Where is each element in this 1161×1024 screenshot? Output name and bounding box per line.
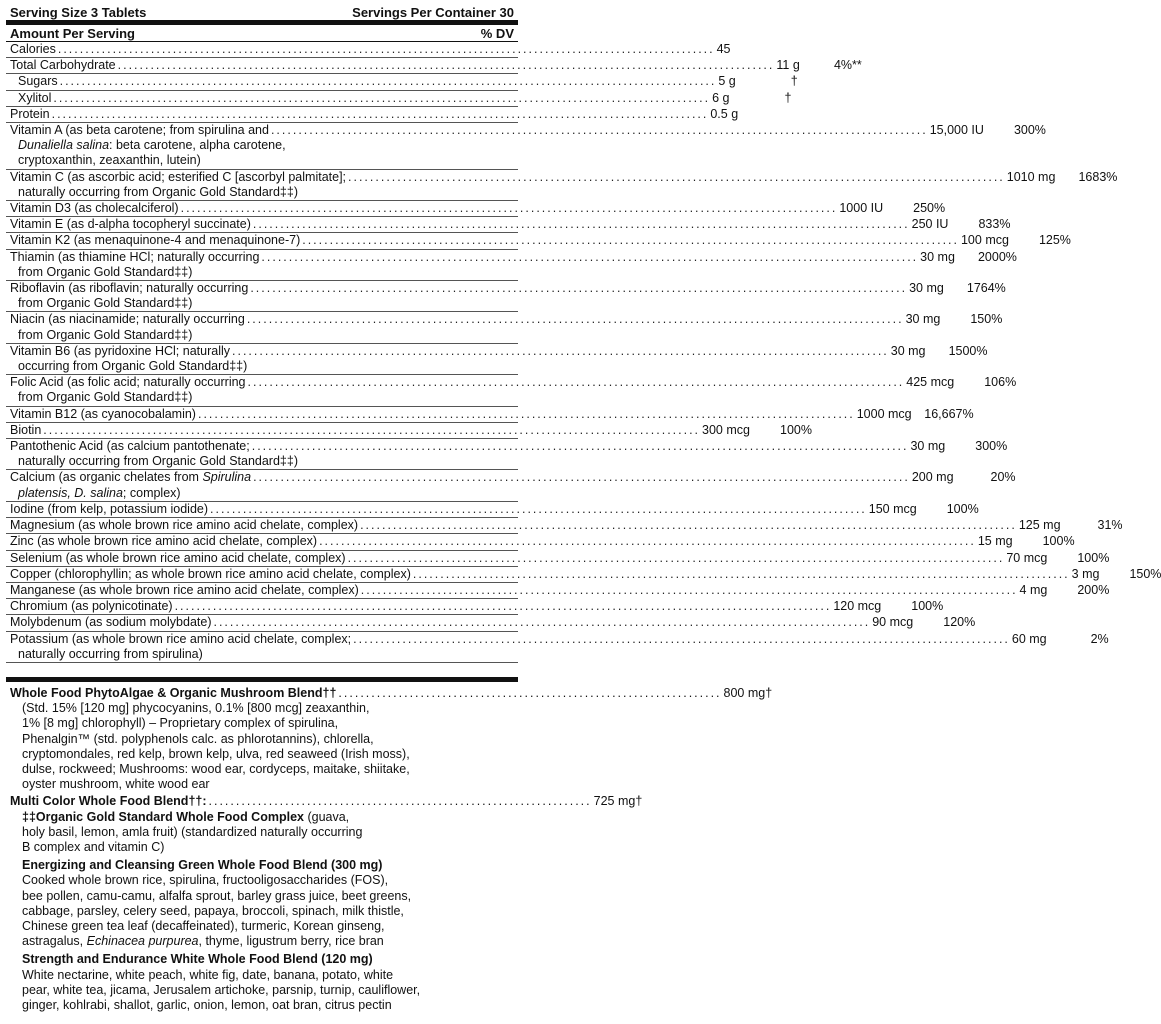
dot-leader: ........................................................................................................................ <box>251 439 909 454</box>
dot-leader: ........................................................................................................................ <box>174 599 832 614</box>
nutrient-row <box>6 518 1123 534</box>
nutrient-row <box>6 42 731 58</box>
nutrient-amount: 250 IU <box>911 217 949 232</box>
dot-leader: ........................................................................................................................ <box>252 217 910 232</box>
multi-blend-title-row <box>10 794 643 809</box>
nutrient-name: Riboflavin (as riboflavin; naturally occurring <box>10 281 249 296</box>
nutrient-amount: 11 g <box>776 58 800 73</box>
nutrient-dv: 300% <box>1013 123 1046 138</box>
nutrient-amount: 0.5 g <box>710 106 739 121</box>
nutrient-name-continued: from Organic Gold Standard‡‡) <box>18 390 193 405</box>
dot-leader: ........................................................................................................................ <box>253 470 910 485</box>
dv-header-label: % DV <box>480 26 514 41</box>
thick-divider <box>6 20 518 25</box>
nutrient-amount: 90 mcg <box>872 615 914 630</box>
gold-complex-text: (guava, <box>303 809 350 824</box>
ingredient-line: (Std. 15% [120 mg] phycocyanins, 0.1% [800 mcg] zeaxanthin, <box>22 701 370 716</box>
nutrient-dv: 100% <box>911 599 944 614</box>
ingredient-line: Phenalgin™ (std. polyphenols calc. as phlorotannins), chlorella, <box>22 731 374 746</box>
nutrient-name: Molybdenum (as sodium molybdate) <box>10 615 212 630</box>
nutrient-amount: 100 mcg <box>960 233 1009 248</box>
nutrient-dv: 20% <box>990 470 1016 485</box>
nutrient-row <box>6 249 1017 281</box>
nutrient-name: Calories <box>10 42 56 56</box>
nutrient-name: Vitamin B6 (as pyridoxine HCl; naturally <box>10 343 231 358</box>
nutrient-name-continued: from Organic Gold Standard‡‡) <box>18 264 193 279</box>
nutrient-name: Selenium (as whole brown rice amino acid chelate, complex) <box>10 550 346 565</box>
nutrient-name: Magnesium (as whole brown rice amino acid chelate, complex) <box>10 518 359 533</box>
ingredient-line: Chinese green tea leaf (decaffeinated), turmeric, Korean ginseng, <box>22 918 385 933</box>
nutrient-row <box>6 233 1071 249</box>
green-blend-title: Energizing and Cleansing Green Whole Food Blend (300 mg) <box>22 858 383 873</box>
dot-leader: ........................................................................................................................ <box>59 74 717 89</box>
ingredient-line: cabbage, parsley, celery seed, papaya, broccoli, spinach, milk thistle, <box>22 903 404 918</box>
nutrient-row <box>6 106 739 123</box>
nutrient-dv: 106% <box>984 375 1017 390</box>
nutrient-row <box>6 58 862 74</box>
dot-leader: ...................................................................... <box>208 794 592 809</box>
nutrient-name: Calcium (as organic chelates from Spirulina <box>10 470 252 485</box>
nutrient-name: Vitamin D3 (as cholecalciferol) <box>10 201 179 216</box>
nutrient-name-continued: from Organic Gold Standard‡‡) <box>18 327 193 342</box>
nutrient-dv: † <box>784 90 792 105</box>
nutrient-row <box>6 470 1016 501</box>
nutrient-name: Thiamin (as thiamine HCl; naturally occurring <box>10 249 260 264</box>
nutrient-name: Vitamin K2 (as menaquinone-4 and menaquinone-7) <box>10 233 301 248</box>
nutrient-row <box>6 599 944 615</box>
nutrient-dv: 16,667% <box>924 406 974 421</box>
dot-leader: ........................................................................................................................ <box>360 518 1017 533</box>
nutrient-name-continued: naturally occurring from spirulina) <box>18 646 203 661</box>
dot-leader: ........................................................................................................................ <box>247 375 905 390</box>
nutrient-amount: 30 mg <box>910 439 946 454</box>
nutrient-amount: 1000 mcg <box>856 406 912 421</box>
nutrient-name-continued: occurring from Organic Gold Standard‡‡) <box>18 359 248 374</box>
nutrient-dv: 1500% <box>948 343 988 358</box>
dot-leader: ...................................................................... <box>338 685 722 700</box>
nutrient-dv: 150% <box>970 312 1003 327</box>
nutrient-row <box>6 343 988 375</box>
nutrient-dv: 4%** <box>833 58 862 73</box>
green-blend-last-line: astragalus, Echinacea purpurea, thyme, ligustrum berry, rice bran <box>22 934 384 949</box>
ingredient-line: White nectarine, white peach, white fig, date, banana, potato, white <box>22 967 394 982</box>
nutrient-name: Potassium (as whole brown rice amino acid chelate, complex; <box>10 631 352 646</box>
nutrient-amount: 200 mg <box>911 470 954 485</box>
nutrient-amount: 120 mcg <box>833 599 882 614</box>
amount-header <box>6 26 518 41</box>
dot-leader: ........................................................................................................................ <box>348 169 1005 184</box>
nutrient-name: Vitamin C (as ascorbic acid; esterified C [ascorbyl palmitate]; <box>10 169 347 184</box>
nutrient-row <box>6 375 1017 406</box>
ingredient-line: oyster mushroom, white wood ear <box>22 777 210 792</box>
nutrient-dv: 250% <box>913 201 946 216</box>
ingredient-line: dulse, rockweed; Mushrooms: wood ear, cordyceps, maitake, shiitake, <box>22 761 410 776</box>
dot-leader: ........................................................................................................................ <box>180 201 838 216</box>
nutrient-row <box>6 550 1110 567</box>
nutrient-amount: 3 mg <box>1071 566 1100 581</box>
dot-leader: ........................................................................................................................ <box>347 550 1005 565</box>
nutrient-name: Copper (chlorophyllin; as whole brown rice amino acid chelate, complex) <box>10 566 411 581</box>
dot-leader: ........................................................................................................................ <box>51 106 709 121</box>
nutrient-dv: 150% <box>1129 566 1161 581</box>
nutrient-row <box>6 501 979 518</box>
nutrient-row <box>6 74 798 90</box>
nutrient-dv: 120% <box>943 615 976 630</box>
nutrient-row <box>6 422 812 439</box>
dot-leader: ........................................................................................................................ <box>302 233 959 248</box>
dot-leader: ........................................................................................................................ <box>270 123 928 138</box>
nutrient-dv: 100% <box>1042 534 1075 549</box>
green-blend <box>10 858 512 949</box>
nutrient-amount: 300 mcg <box>702 422 750 437</box>
dot-leader: ........................................................................................................................ <box>43 422 701 437</box>
nutrient-name-continued: naturally occurring from Organic Gold Standard‡‡) <box>18 454 298 469</box>
nutrient-row <box>6 312 1003 343</box>
ingredient-line: B complex and vitamin C) <box>22 839 165 854</box>
nutrient-dv: 2000% <box>977 249 1017 264</box>
phyto-blend <box>6 685 773 792</box>
nutrient-row <box>6 169 1118 201</box>
nutrient-name: Total Carbohydrate <box>10 58 116 73</box>
dot-leader: ........................................................................................................................ <box>319 534 976 549</box>
dot-leader: ........................................................................................................................ <box>246 312 904 327</box>
nutrient-amount: 30 mg <box>905 312 941 327</box>
nutrient-name: Vitamin E (as d-alpha tocopheryl succinate) <box>10 217 251 232</box>
nutrient-dv: 125% <box>1038 233 1071 248</box>
serving-size: Serving Size 3 Tablets <box>10 4 147 20</box>
nutrient-row <box>6 582 1110 599</box>
nutrient-name: Chromium (as polynicotinate) <box>10 599 173 614</box>
nutrient-dv: 100% <box>946 501 979 516</box>
nutrient-amount: 4 mg <box>1019 582 1048 597</box>
dot-leader: ........................................................................................................................ <box>250 281 908 296</box>
nutrient-dv: 833% <box>978 217 1011 232</box>
dot-leader: ........................................................................................................................ <box>412 566 1070 581</box>
thick-divider-blends <box>6 677 518 682</box>
white-blend-title: Strength and Endurance White Whole Food Blend (120 mg) <box>22 952 373 967</box>
dot-leader: ........................................................................................................................ <box>53 90 711 105</box>
multi-blend-amount: 725 mg† <box>593 794 643 809</box>
nutrient-amount: 6 g <box>712 90 730 105</box>
nutrient-amount: 125 mg <box>1018 518 1061 533</box>
supplement-facts-panel <box>6 0 1161 1013</box>
phyto-blend-title-row <box>10 685 773 701</box>
nutrient-row <box>6 201 946 217</box>
dot-leader: ........................................................................................................................ <box>353 631 1010 646</box>
dot-leader: ........................................................................................................................ <box>57 42 715 56</box>
gold-standard-complex <box>10 810 512 856</box>
dot-leader: ........................................................................................................................ <box>261 249 919 264</box>
nutrient-name: Protein <box>10 106 50 121</box>
nutrient-dv: 300% <box>975 439 1008 454</box>
nutrient-dv: 1764% <box>966 281 1006 296</box>
nutrient-name: Vitamin A (as beta carotene; from spirulina and <box>10 123 269 138</box>
servings-per-container: Servings Per Container 30 <box>352 4 514 20</box>
dot-leader: ........................................................................................................................ <box>232 343 889 358</box>
nutrient-amount: 45 <box>716 42 731 56</box>
nutrient-amount: 425 mcg <box>906 375 955 390</box>
multi-color-blend <box>6 794 643 1013</box>
nutrient-name: Pantothenic Acid (as calcium pantothenate; <box>10 439 250 454</box>
nutrient-amount: 150 mcg <box>868 501 917 516</box>
nutrient-dv: † <box>790 74 798 89</box>
amount-per-serving-label: Amount Per Serving <box>10 26 135 41</box>
ingredient-line: cryptomondales, red kelp, brown kelp, ulva, red seaweed (Irish moss), <box>22 746 410 761</box>
nutrient-name-continued: from Organic Gold Standard‡‡) <box>18 296 193 311</box>
nutrient-row <box>6 123 1046 170</box>
phyto-blend-amount: 800 mg† <box>723 685 773 700</box>
nutrient-row <box>6 90 792 107</box>
gold-complex-title: ‡‡Organic Gold Standard Whole Food Complex <box>22 809 304 824</box>
nutrient-row <box>6 631 1109 663</box>
nutrient-amount: 15,000 IU <box>929 123 984 138</box>
ingredient-line: Cooked whole brown rice, spirulina, fructooligosaccharides (FOS), <box>22 873 389 888</box>
dot-leader: ........................................................................................................................ <box>197 406 855 421</box>
ingredient-line: ginger, kohlrabi, shallot, garlic, onion, lemon, oat bran, citrus pectin <box>22 997 392 1012</box>
nutrient-amount: 60 mg <box>1011 631 1047 646</box>
phyto-blend-title: Whole Food PhytoAlgae & Organic Mushroom Blend†† <box>10 685 337 700</box>
nutrient-name: Xylitol <box>18 90 52 105</box>
nutrient-name-continued: naturally occurring from Organic Gold Standard‡‡) <box>18 184 298 199</box>
nutrient-amount: 70 mcg <box>1006 550 1048 565</box>
nutrient-name: Niacin (as niacinamide; naturally occurring <box>10 312 245 327</box>
nutrient-amount: 30 mg <box>909 281 944 296</box>
nutrient-row <box>6 217 1011 233</box>
nutrient-name-continued: platensis, D. salina; complex) <box>18 485 181 500</box>
white-blend <box>10 952 512 1013</box>
nutrient-amount: 15 mg <box>977 534 1013 549</box>
nutrient-row <box>6 534 1075 550</box>
phyto-blend-ingredients <box>10 701 512 792</box>
nutrient-dv: 100% <box>1077 550 1110 565</box>
dot-leader: ........................................................................................................................ <box>117 58 775 73</box>
ingredient-line: 1% [8 mg] chlorophyll) – Proprietary complex of spirulina, <box>22 716 339 731</box>
serving-header <box>6 0 518 20</box>
dot-leader: ........................................................................................................................ <box>213 615 871 630</box>
nutrient-name: Folic Acid (as folic acid; naturally occurring <box>10 375 246 390</box>
nutrient-name: Biotin <box>10 422 42 437</box>
nutrient-row <box>6 281 1006 312</box>
ingredient-line: holy basil, lemon, amla fruit) (standardized naturally occurring <box>22 824 363 839</box>
nutrient-dv: 2% <box>1090 631 1109 646</box>
nutrient-amount: 1010 mg <box>1006 169 1056 184</box>
ingredient-line: pear, white tea, jicama, Jerusalem artichoke, parsnip, turnip, cauliflower, <box>22 982 421 997</box>
multi-blend-title: Multi Color Whole Food Blend††: <box>10 794 207 809</box>
nutrient-dv: 1683% <box>1078 169 1118 184</box>
nutrient-amount: 1000 IU <box>839 201 884 216</box>
nutrient-name: Vitamin B12 (as cyanocobalamin) <box>10 406 196 421</box>
nutrient-row <box>6 406 974 423</box>
nutrient-amount: 30 mg <box>890 343 926 358</box>
dot-leader: ........................................................................................................................ <box>210 501 867 516</box>
nutrient-dv: 31% <box>1097 518 1123 533</box>
nutrient-name-continued: Dunaliella salina: beta carotene, alpha carotene, <box>18 138 286 153</box>
nutrient-dv: 100% <box>780 422 812 437</box>
dot-leader: ........................................................................................................................ <box>360 582 1018 597</box>
nutrient-amount: 30 mg <box>920 249 955 264</box>
nutrient-name: Zinc (as whole brown rice amino acid chelate, complex) <box>10 534 318 549</box>
nutrient-name-continued: cryptoxanthin, zeaxanthin, lutein) <box>18 153 201 168</box>
nutrient-row <box>6 566 1161 583</box>
nutrient-table <box>6 42 1161 663</box>
nutrient-dv: 200% <box>1077 582 1110 597</box>
nutrient-name: Sugars <box>18 74 58 89</box>
nutrient-row <box>6 439 1008 470</box>
nutrient-amount: 5 g <box>718 74 736 89</box>
nutrient-row <box>6 615 976 631</box>
nutrient-name: Iodine (from kelp, potassium iodide) <box>10 501 209 516</box>
ingredient-line: bee pollen, camu-camu, alfalfa sprout, barley grass juice, beet greens, <box>22 888 412 903</box>
nutrient-name: Manganese (as whole brown rice amino acid chelate, complex) <box>10 582 359 597</box>
